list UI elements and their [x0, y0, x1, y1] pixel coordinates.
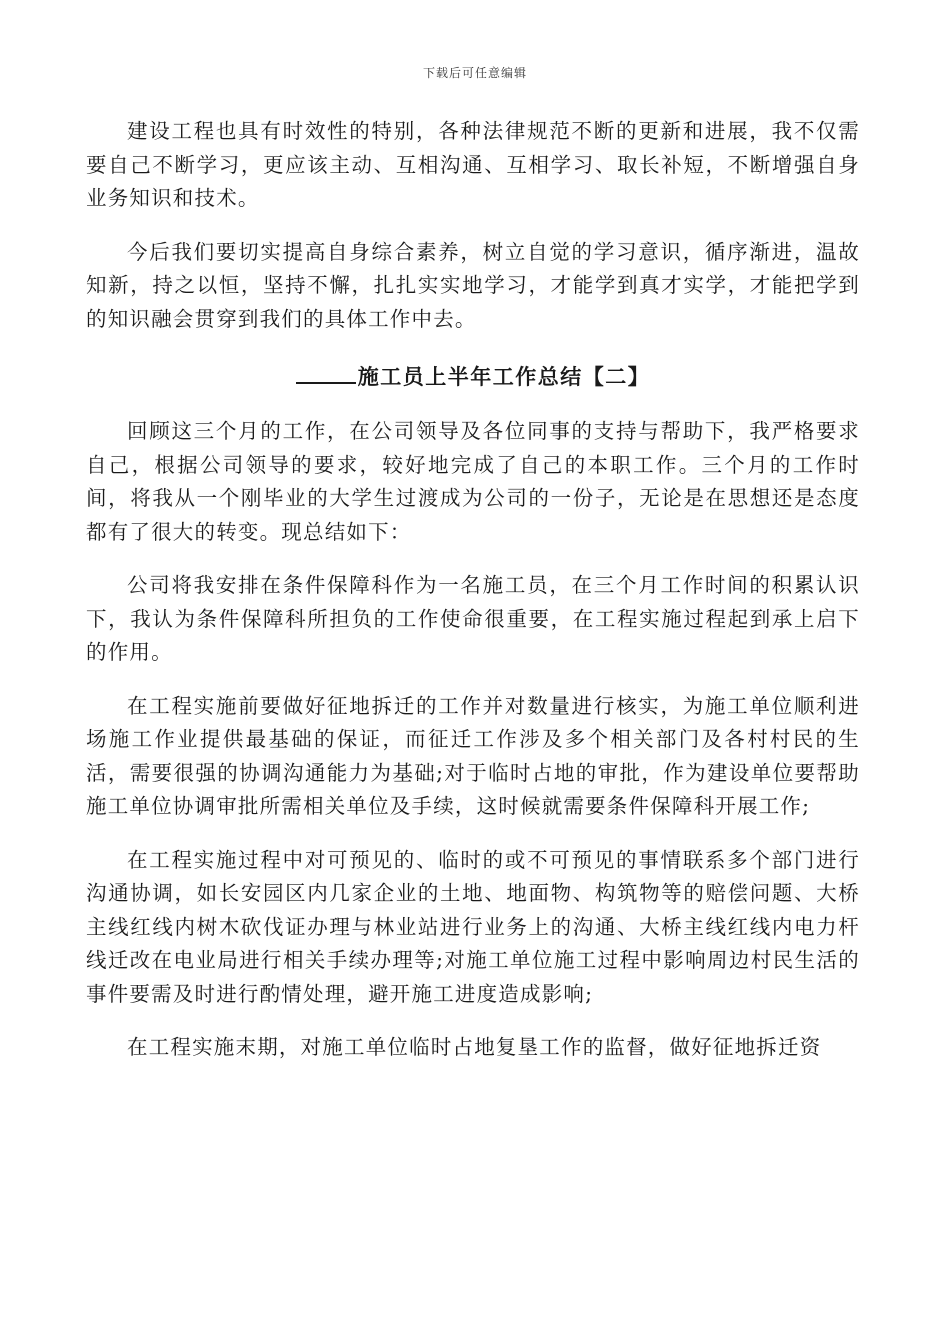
section-title	[86, 360, 860, 393]
paragraph-1: 建设工程也具有时效性的特别，各种法律规范不断的更新和进展，我不仅需要自己不断学习，更应该主动、互相沟通、互相学习、取长补短，不断增强自身业务知识和技术。	[86, 119, 860, 210]
paragraph-4: 公司将我安排在条件保障科作为一名施工员，在三个月工作时间的积累认识下，我认为条件保障科所担负的工作使命很重要，在工程实施过程起到承上启下的作用。	[86, 573, 860, 664]
paragraph-3: 回顾这三个月的工作，在公司领导及各位同事的支持与帮助下，我严格要求自己，根据公司领导的要求，较好地完成了自己的本职工作。三个月的工作时间，将我从一个刚毕业的大学生过渡成为公司的一份子，无论是在思想还是态度都有了很大的转变。现总结如下：	[86, 419, 860, 544]
document-body	[86, 115, 860, 1085]
section-title-text: 施工员上半年工作总结【二】	[357, 364, 651, 389]
title-blank-underline	[296, 362, 356, 384]
paragraph-6: 在工程实施过程中对可预见的、临时的或不可预见的事情联系多个部门进行沟通协调，如长安园区内几家企业的土地、地面物、构筑物等的赔偿问题、大桥主线红线内树木砍伐证办理与林业站进行业务上的沟通、大桥主线红线内电力杆线迁改在电业局进行相关手续办理等;对施工单位施工过程中影响周边村民生活的事件要需及时进行酌情处理，避开施工进度造成影响;	[86, 847, 860, 1006]
paragraph-2: 今后我们要切实提高自身综合素养，树立自觉的学习意识，循序渐进，温故知新，持之以恒，坚持不懈，扎扎实实地学习，才能学到真才实学，才能把学到的知识融会贯穿到我们的具体工作中去。	[86, 239, 860, 331]
paragraph-5: 在工程实施前要做好征地拆迁的工作并对数量进行核实，为施工单位顺利进场施工作业提供最基础的保证，而征迁工作涉及多个相关部门及各村村民的生活，需要很强的协调沟通能力为基础;对于临时占地的审批，作为建设单位要帮助施工单位协调审批所需相关单位及手续，这时候就需要条件保障科开展工作;	[86, 693, 860, 818]
paragraph-7: 在工程实施末期，对施工单位临时占地复垦工作的监督，做好征地拆迁资	[127, 1035, 822, 1059]
header-note: 下载后可任意编辑	[422, 66, 527, 80]
